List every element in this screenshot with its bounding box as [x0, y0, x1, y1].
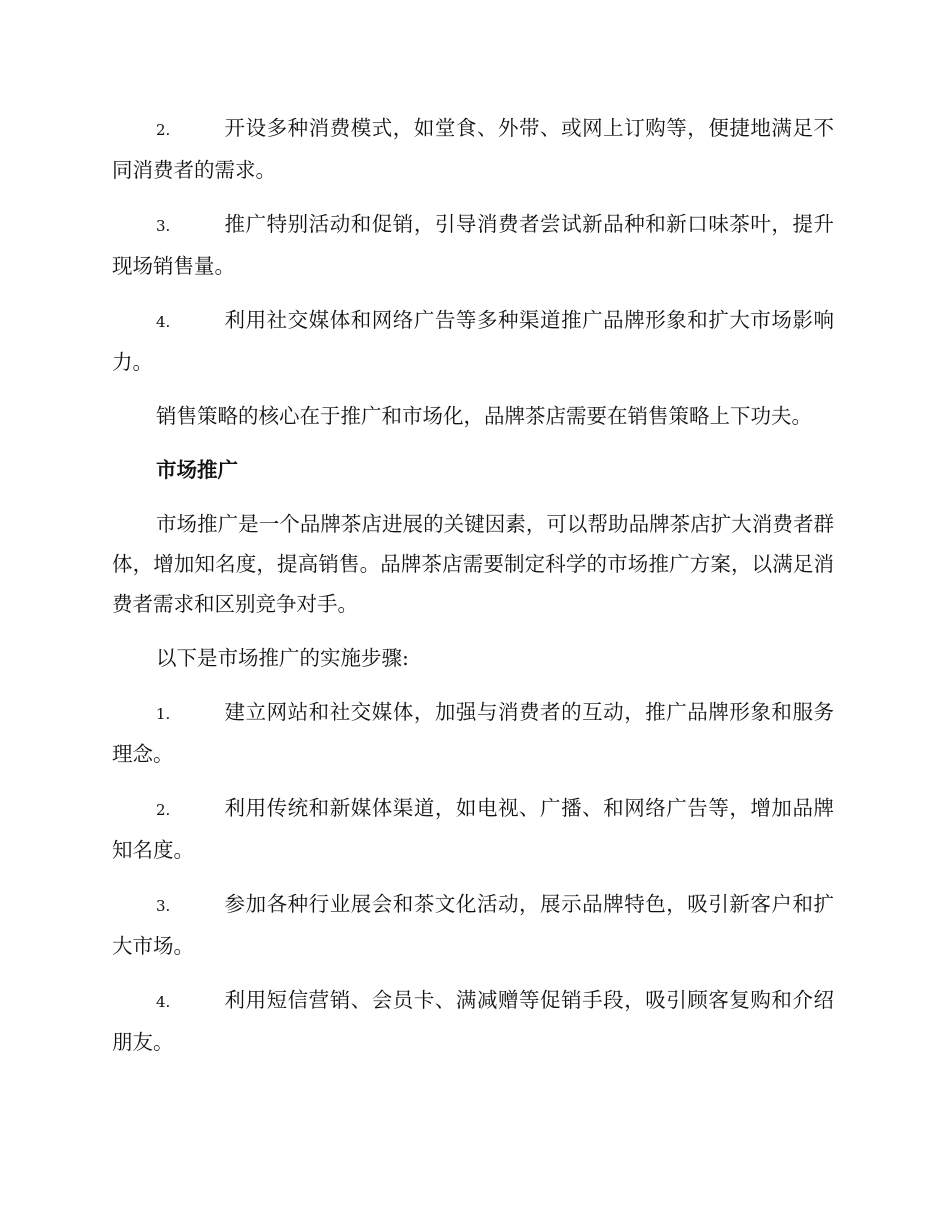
document-page: [112, 108, 834, 1076]
list-number: 3.: [156, 897, 171, 915]
list-text: 利用传统和新媒体渠道，如电视、广播、和网络广告等，增加品牌知名度。: [112, 796, 834, 862]
section-heading: 市场推广: [156, 458, 238, 482]
list-text: 推广特别活动和促销，引导消费者尝试新品种和新口味茶叶，提升现场销售量。: [112, 212, 834, 278]
list-text: 利用社交媒体和网络广告等多种渠道推广品牌形象和扩大市场影响力。: [112, 308, 834, 374]
list-number: 3.: [156, 217, 171, 235]
list-item: [112, 300, 834, 382]
list-number: 2.: [156, 121, 171, 139]
list-text: 建立网站和社交媒体，加强与消费者的互动，推广品牌形象和服务理念。: [112, 700, 834, 766]
list-text: 利用短信营销、会员卡、满减赠等促销手段，吸引顾客复购和介绍朋友。: [112, 988, 834, 1054]
list-item: [112, 108, 834, 190]
list-text: 开设多种消费模式，如堂食、外带、或网上订购等，便捷地满足不同消费者的需求。: [112, 116, 834, 182]
list-number: 1.: [156, 705, 171, 723]
paragraph-steps-intro: 以下是市场推广的实施步骤:: [156, 646, 409, 670]
list-text: 参加各种行业展会和茶文化活动，展示品牌特色，吸引新客户和扩大市场。: [112, 892, 834, 958]
paragraph-sales-core: 销售策略的核心在于推广和市场化，品牌茶店需要在销售策略上下功夫。: [156, 404, 812, 428]
list-number: 4.: [156, 313, 171, 331]
list-item: [112, 204, 834, 286]
list-number: 4.: [156, 993, 171, 1011]
list-item: [112, 788, 834, 870]
list-number: 2.: [156, 801, 171, 819]
list-item: [112, 980, 834, 1062]
paragraph-market-intro: 市场推广是一个品牌茶店进展的关键因素，可以帮助品牌茶店扩大消费者群体，增加知名度，提高销售。品牌茶店需要制定科学的市场推广方案，以满足消费者需求和区别竞争对手。: [112, 512, 834, 616]
list-item: [112, 692, 834, 774]
list-item: [112, 884, 834, 966]
